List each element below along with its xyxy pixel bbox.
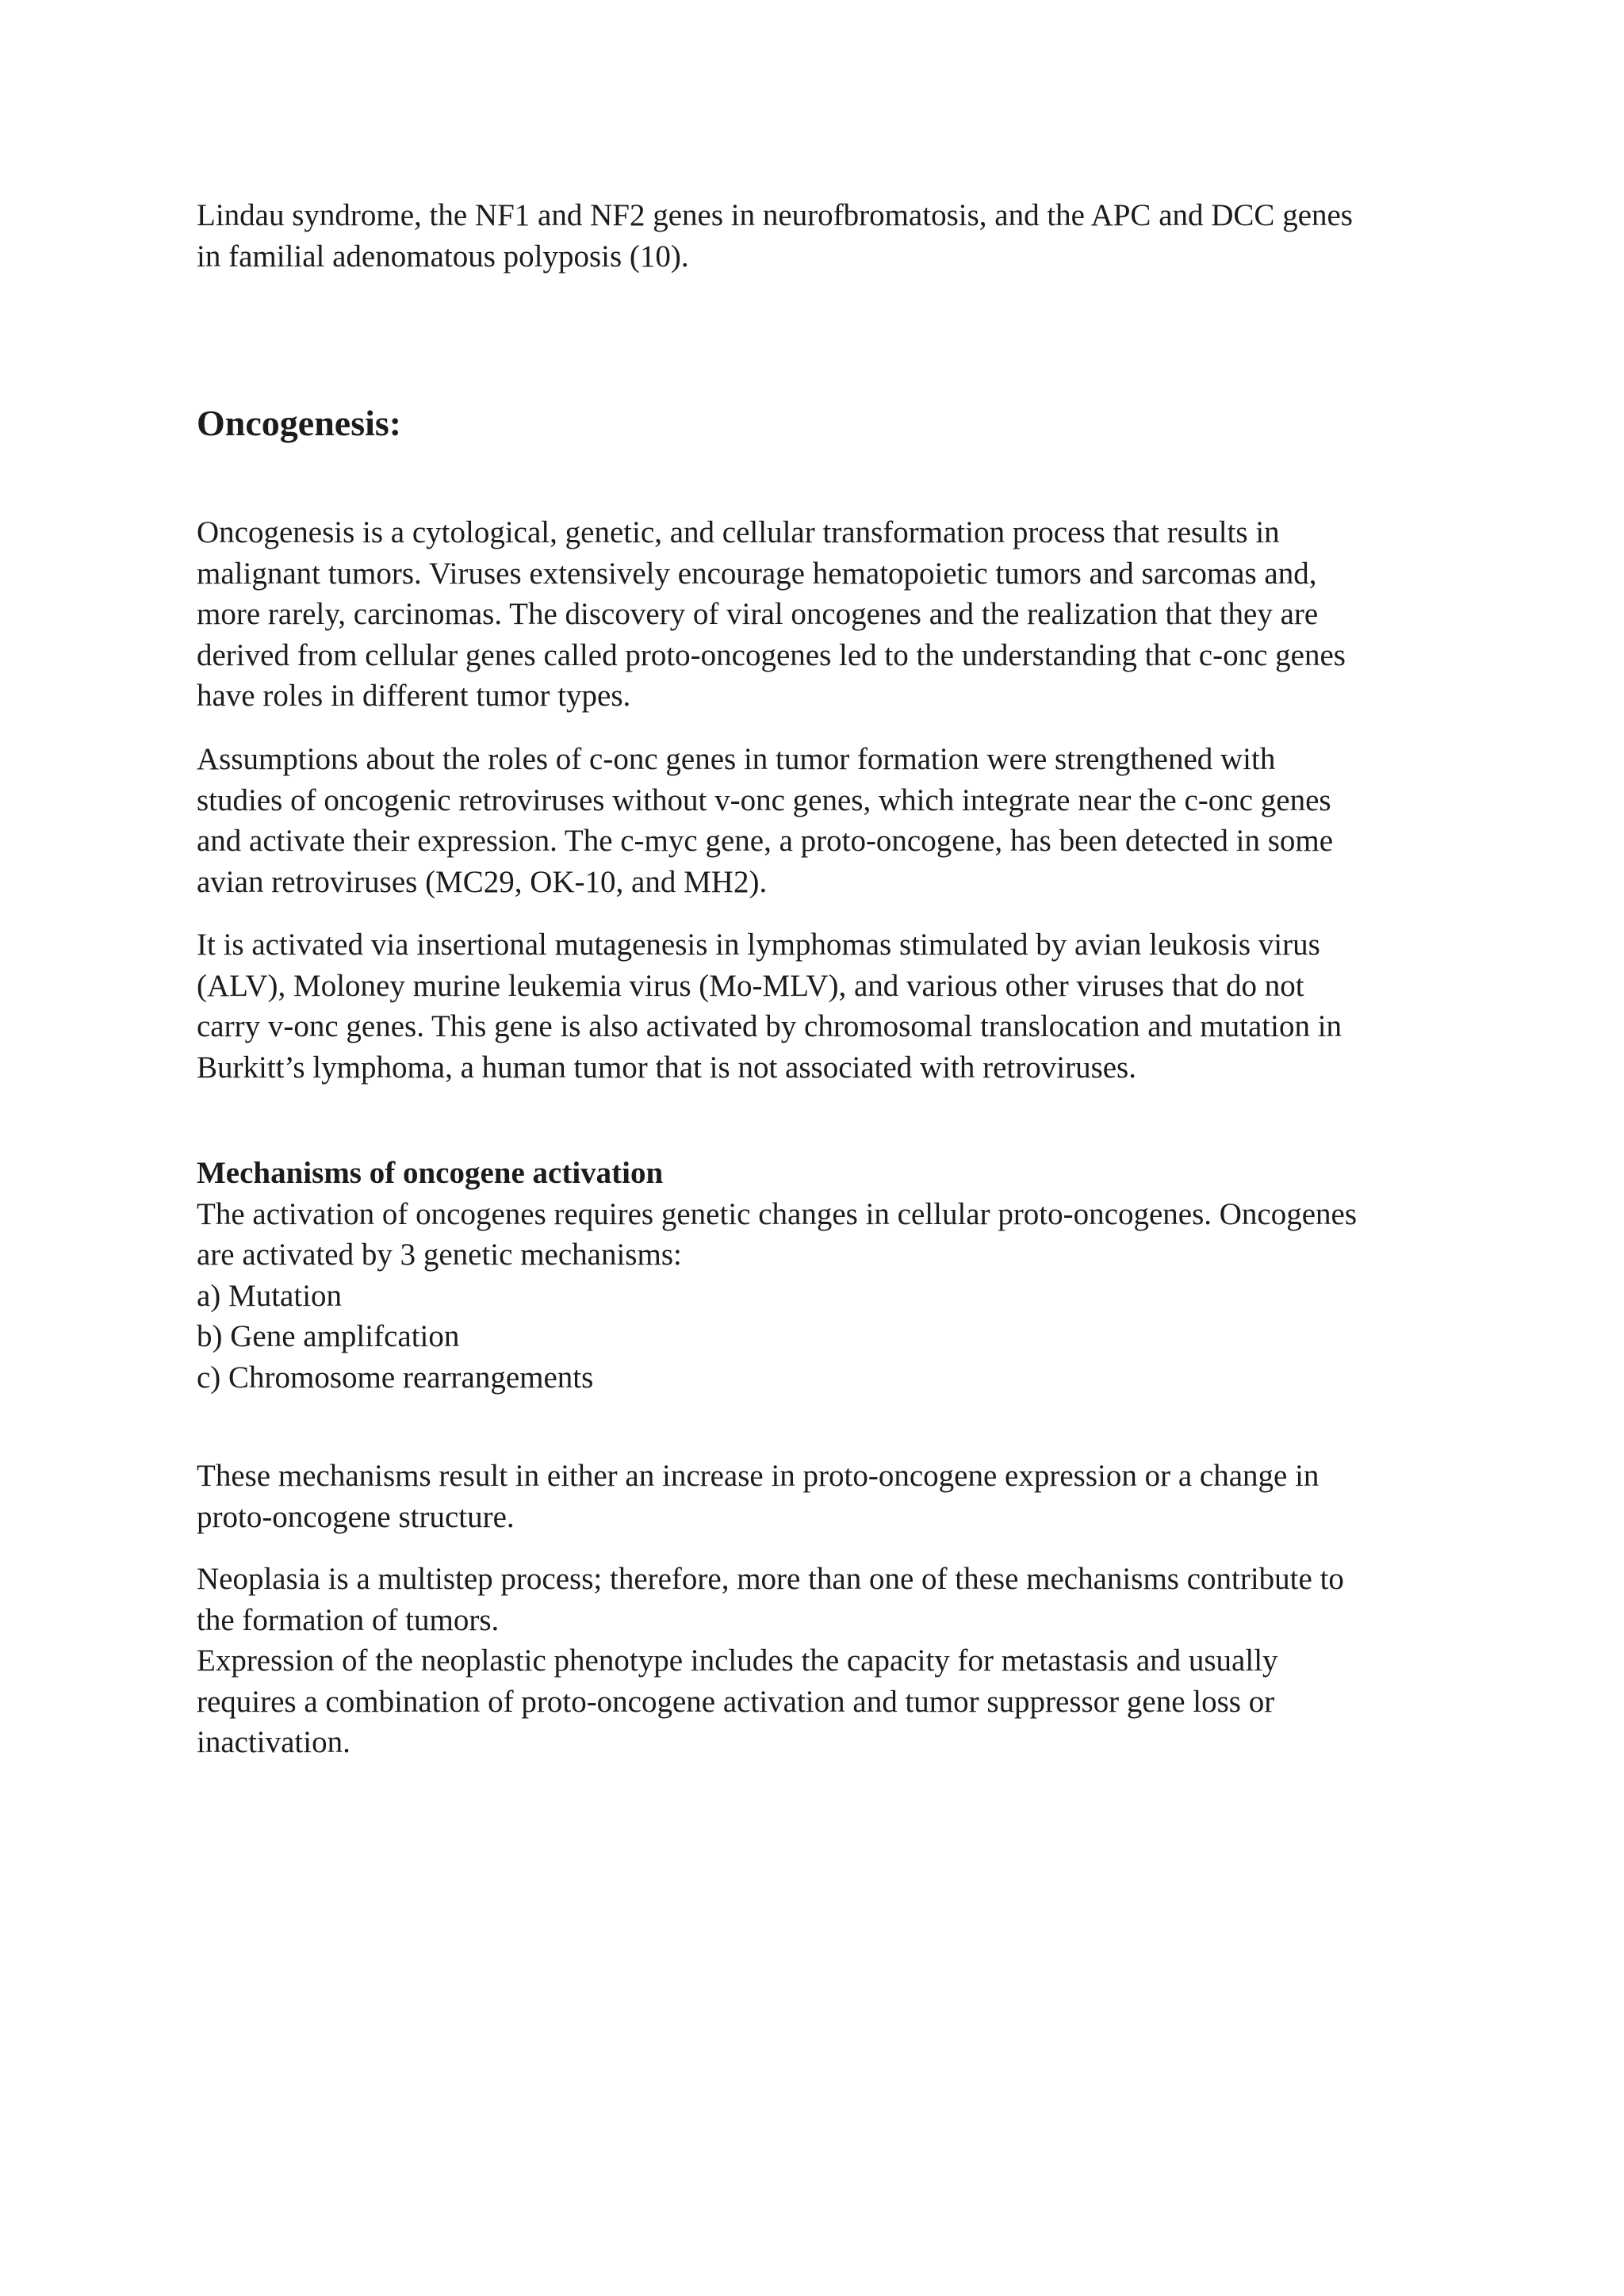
text-line: in familial adenomatous polyposis (10). (197, 239, 689, 274)
text-line: These mechanisms result in either an increase in proto-oncogene expression or a change in (197, 1459, 1320, 1493)
paragraph-neoplasia (197, 1559, 1450, 1763)
mechanisms-section (197, 1153, 1450, 1398)
text-line: Assumptions about the roles of c-onc genes in tumor formation were strengthened with (197, 742, 1276, 776)
text-line: the formation of tumors. (197, 1602, 500, 1637)
text-line: It is activated via insertional mutagenesis in lymphomas stimulated by avian leukosis virus (197, 928, 1320, 962)
list-item-chromosome-rearrangements: c) Chromosome rearrangements (197, 1360, 594, 1395)
paragraph-oncogenesis-definition (197, 512, 1450, 717)
text-line: studies of oncogenic retroviruses without v-onc genes, which integrate near the c-onc genes (197, 783, 1331, 817)
paragraph-mechanisms-result (197, 1456, 1450, 1537)
subheading-mechanisms: Mechanisms of oncogene activation (197, 1156, 664, 1190)
text-line: carry v-onc genes. This gene is also activated by chromosomal translocation and mutation in (197, 1009, 1342, 1043)
intro-paragraph (197, 195, 1450, 277)
text-line: Lindau syndrome, the NF1 and NF2 genes in neurofbromatosis, and the APC and DCC genes (197, 198, 1353, 232)
text-line: (ALV), Moloney murine leukemia virus (Mo-MLV), and various other viruses that do not (197, 968, 1304, 1003)
text-line: derived from cellular genes called proto-oncogenes led to the understanding that c-onc genes (197, 637, 1346, 672)
list-item-mutation: a) Mutation (197, 1278, 343, 1313)
text-line: Expression of the neoplastic phenotype includes the capacity for metastasis and usually (197, 1644, 1278, 1678)
text-line: Oncogenesis is a cytological, genetic, and cellular transformation process that results in (197, 515, 1280, 549)
section-heading-oncogenesis: Oncogenesis: (197, 403, 402, 443)
text-line: Neoplasia is a multistep process; therefore, more than one of these mechanisms contribute to (197, 1562, 1344, 1596)
paragraph-insertional-mutagenesis (197, 924, 1450, 1088)
text-line: Burkitt’s lymphoma, a human tumor that is not associated with retroviruses. (197, 1050, 1136, 1085)
text-line: more rarely, carcinomas. The discovery of viral oncogenes and the realization that they are (197, 597, 1319, 631)
paragraph-c-onc-assumptions (197, 739, 1450, 902)
text-line: proto-oncogene structure. (197, 1499, 515, 1534)
list-item-gene-amplification: b) Gene amplifcation (197, 1319, 460, 1353)
text-line: have roles in different tumor types. (197, 679, 631, 713)
text-line: avian retroviruses (MC29, OK-10, and MH2). (197, 864, 768, 899)
text-line: The activation of oncogenes requires genetic changes in cellular proto-oncogenes. Oncogenes (197, 1196, 1358, 1231)
text-line: requires a combination of proto-oncogene activation and tumor suppressor gene loss or (197, 1684, 1275, 1719)
text-line: malignant tumors. Viruses extensively encourage hematopoietic tumors and sarcomas and, (197, 556, 1317, 591)
text-line: and activate their expression. The c-myc gene, a proto-oncogene, has been detected in some (197, 824, 1334, 858)
text-line: inactivation. (197, 1725, 350, 1759)
text-line: are activated by 3 genetic mechanisms: (197, 1238, 682, 1272)
